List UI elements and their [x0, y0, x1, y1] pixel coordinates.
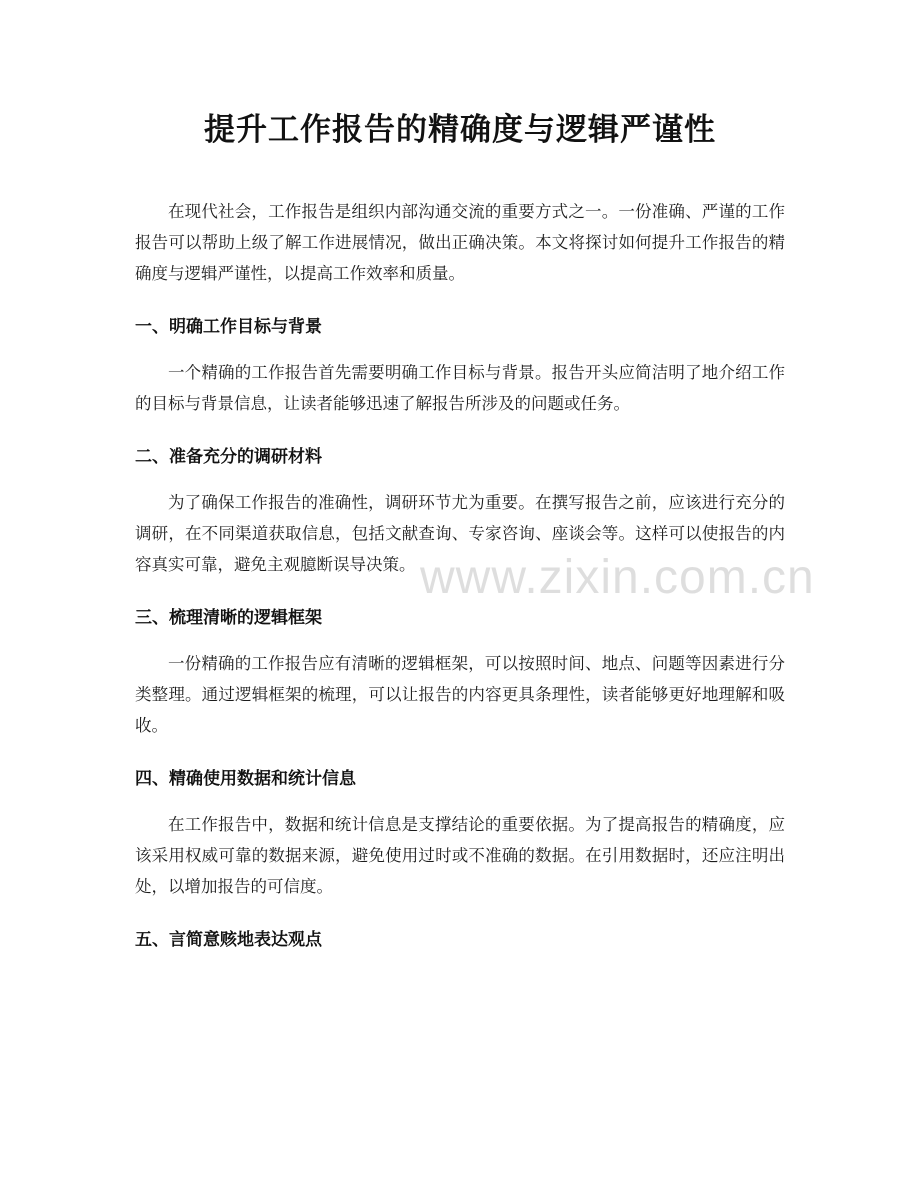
section-3-body: 一份精确的工作报告应有清晰的逻辑框架，可以按照时间、地点、问题等因素进行分类整理。通过逻辑框架的梳理，可以让报告的内容更具条理性，读者能够更好地理解和吸收。 — [135, 654, 785, 735]
watermark: www.zixin.com.cn — [420, 551, 815, 604]
section-4-heading: 四、精确使用数据和统计信息 — [135, 769, 356, 789]
section-2-body: 为了确保工作报告的准确性，调研环节尤为重要。在撰写报告之前，应该进行充分的调研，在不同渠道获取信息，包括文献查询、专家咨询、座谈会等。这样可以使报告的内容真实可靠，避免主观臆断误导决策。 — [135, 493, 785, 574]
section-4-body: 在工作报告中，数据和统计信息是支撑结论的重要依据。为了提高报告的精确度，应该采用权威可靠的数据来源，避免使用过时或不准确的数据。在引用数据时，还应注明出处，以增加报告的可信度。 — [135, 815, 785, 896]
document-page — [135, 108, 785, 970]
section-2-heading: 二、准备充分的调研材料 — [135, 447, 322, 467]
intro-paragraph: 在现代社会，工作报告是组织内部沟通交流的重要方式之一。一份准确、严谨的工作报告可以帮助上级了解工作进展情况，做出正确决策。本文将探讨如何提升工作报告的精确度与逻辑严谨性，以提高工作效率和质量。 — [135, 202, 785, 283]
section-5-heading: 五、言简意赅地表达观点 — [135, 930, 322, 950]
section-1-body: 一个精确的工作报告首先需要明确工作目标与背景。报告开头应简洁明了地介绍工作的目标与背景信息，让读者能够迅速了解报告所涉及的问题或任务。 — [135, 363, 785, 413]
document-title: 提升工作报告的精确度与逻辑严谨性 — [204, 112, 716, 148]
section-3-heading: 三、梳理清晰的逻辑框架 — [135, 608, 322, 628]
section-1-heading: 一、明确工作目标与背景 — [135, 317, 322, 337]
